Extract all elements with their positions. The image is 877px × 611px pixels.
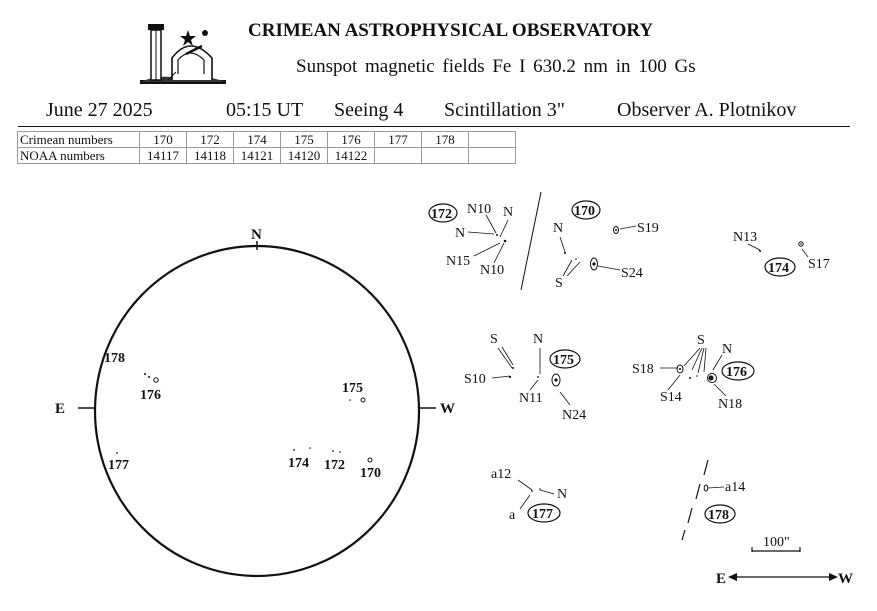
- group-177-detail: [491, 467, 567, 523]
- scintillation-value: Scintillation 3": [444, 99, 565, 121]
- table-cell: 174: [234, 132, 281, 148]
- group-175-detail: [464, 332, 586, 423]
- observation-time: 05:15 UT: [226, 99, 304, 121]
- group-170-detail: [553, 201, 659, 291]
- disk-group-172: 172: [324, 458, 345, 473]
- label-s14: S14: [660, 390, 682, 405]
- label-s: S: [697, 333, 705, 348]
- group-174-detail: [733, 230, 830, 276]
- observer-name: Observer A. Plotnikov: [617, 99, 797, 121]
- north-label: N: [251, 227, 262, 243]
- label-n-left: N: [455, 226, 466, 241]
- label-n11: N11: [519, 391, 543, 406]
- label-s17: S17: [808, 257, 830, 272]
- table-cell: 14118: [187, 148, 234, 164]
- table-cell: 178: [422, 132, 469, 148]
- table-cell: 14122: [328, 148, 375, 164]
- label-s19: S19: [637, 221, 659, 236]
- solar-disk: [55, 227, 455, 576]
- west-label: W: [440, 401, 455, 417]
- table-cell: 14120: [281, 148, 328, 164]
- label-n18: N18: [718, 397, 743, 412]
- label-s10: S10: [464, 372, 486, 387]
- seeing-value: Seeing 4: [334, 99, 404, 121]
- disk-group-175: 175: [342, 381, 363, 396]
- observatory-logo: [140, 24, 226, 84]
- group-174-id: 174: [768, 261, 789, 276]
- group-172-detail: [429, 202, 513, 278]
- label-n: N: [557, 487, 568, 502]
- label-n: N: [533, 332, 544, 347]
- group-177-id: 177: [532, 507, 553, 522]
- scale-bar: [752, 535, 800, 552]
- table-cell: 170: [140, 132, 187, 148]
- label-n15: N15: [446, 254, 471, 269]
- limb-dashes-178: [682, 460, 708, 540]
- row-label: NOAA numbers: [18, 148, 140, 164]
- group-175-id: 175: [553, 353, 574, 368]
- row-label: Crimean numbers: [18, 132, 140, 148]
- table-cell: 176: [328, 132, 375, 148]
- observatory-title: CRIMEAN ASTROPHYSICAL OBSERVATORY: [248, 20, 654, 41]
- label-n13: N13: [733, 230, 758, 245]
- group-172-id: 172: [431, 207, 452, 222]
- disk-group-174: 174: [288, 456, 309, 471]
- arrow-east-label: E: [716, 571, 727, 587]
- east-label: E: [55, 401, 66, 417]
- label-a: a: [509, 508, 516, 523]
- label-n10-top: N10: [467, 202, 492, 217]
- disk-spots: [116, 373, 372, 462]
- east-west-arrow: [716, 571, 853, 587]
- disk-group-176: 176: [140, 388, 161, 403]
- label-a12: a12: [491, 467, 512, 482]
- label-n: N: [553, 221, 564, 236]
- disk-group-177: 177: [108, 458, 129, 473]
- disk-group-178: 178: [104, 351, 125, 366]
- table-cell: 177: [375, 132, 422, 148]
- label-n-right: N: [503, 205, 514, 220]
- group-178-id: 178: [708, 508, 729, 523]
- label-s24: S24: [621, 266, 643, 281]
- label-a14: a14: [725, 480, 746, 495]
- observation-date: June 27 2025: [46, 99, 153, 121]
- label-s: S: [490, 332, 498, 347]
- group-170-id: 170: [574, 204, 595, 219]
- group-176-id: 176: [726, 365, 747, 380]
- label-s: S: [555, 276, 563, 291]
- arrow-west-label: W: [838, 571, 853, 587]
- table-cell: 172: [187, 132, 234, 148]
- label-n24: N24: [562, 408, 587, 423]
- table-cell: 175: [281, 132, 328, 148]
- group-176-detail: [632, 333, 754, 412]
- label-n10-bottom: N10: [480, 263, 505, 278]
- group-178-detail: [704, 480, 745, 523]
- table-cell: 14121: [234, 148, 281, 164]
- label-s18: S18: [632, 362, 654, 377]
- label-n: N: [722, 342, 733, 357]
- table-cell: 14117: [140, 148, 187, 164]
- disk-group-170: 170: [360, 466, 381, 481]
- map-subtitle: Sunspot magnetic fields Fe I 630.2 nm in 100 Gs: [296, 56, 696, 77]
- scale-label: 100": [763, 535, 790, 550]
